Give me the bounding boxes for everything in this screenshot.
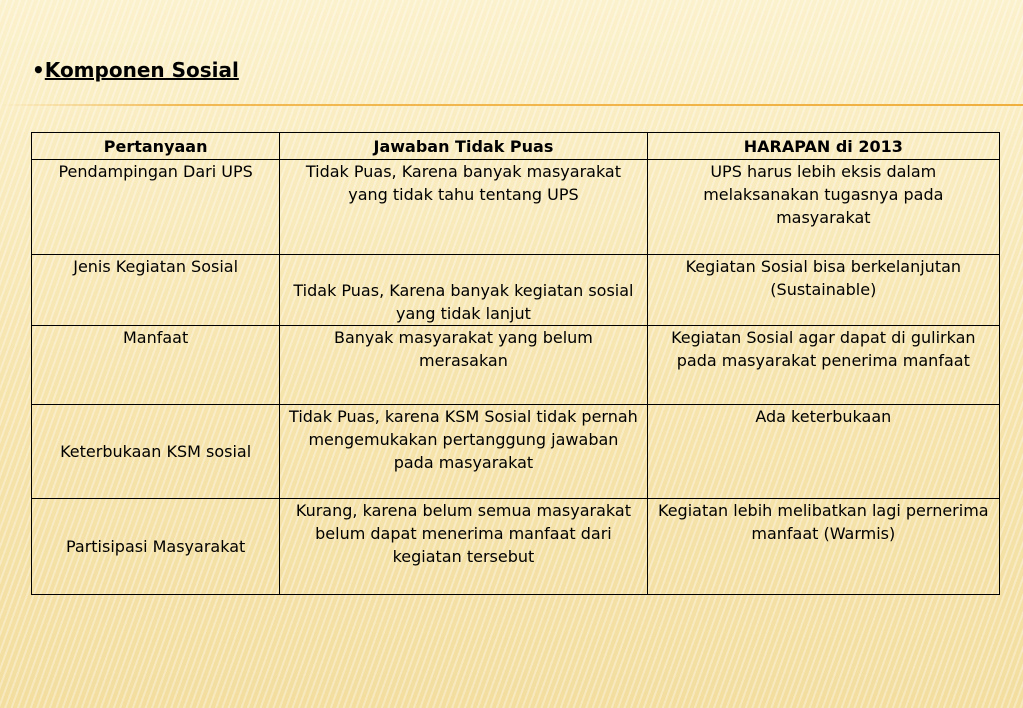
table-row [32,160,1000,255]
cell-pertanyaan: Pendampingan Dari UPS [32,160,280,255]
cell-harapan: UPS harus lebih eksis dalam melaksanakan tugasnya pada masyarakat [647,160,999,255]
header-pertanyaan: Pertanyaan [32,133,280,160]
survey-table [31,132,1000,595]
header-jawaban-tidak-puas: Jawaban Tidak Puas [280,133,647,160]
cell-harapan: Ada keterbukaan [647,405,999,499]
slide-title-text: Komponen Sosial [44,58,239,82]
cell-jawaban: Tidak Puas, Karena banyak masyarakat yang tidak tahu tentang UPS [280,160,647,255]
slide-title [32,58,239,82]
bullet-icon: • [32,58,45,82]
table-row [32,326,1000,405]
cell-harapan: Kegiatan Sosial agar dapat di gulirkan pada masyarakat penerima manfaat [647,326,999,405]
cell-pertanyaan: Jenis Kegiatan Sosial [32,255,280,326]
cell-jawaban: Banyak masyarakat yang belum merasakan [280,326,647,405]
title-divider [0,104,1023,106]
table-header-row [32,133,1000,160]
cell-harapan: Kegiatan Sosial bisa berkelanjutan (Sustainable) [647,255,999,326]
table-row [32,255,1000,326]
cell-harapan: Kegiatan lebih melibatkan lagi pernerima manfaat (Warmis) [647,499,999,595]
cell-jawaban: Tidak Puas, Karena banyak kegiatan sosial yang tidak lanjut [280,255,647,326]
table-row [32,499,1000,595]
cell-pertanyaan: Keterbukaan KSM sosial [32,405,280,499]
cell-jawaban: Kurang, karena belum semua masyarakat belum dapat menerima manfaat dari kegiatan tersebut [280,499,647,595]
cell-pertanyaan: Manfaat [32,326,280,405]
header-harapan: HARAPAN di 2013 [647,133,999,160]
cell-pertanyaan: Partisipasi Masyarakat [32,499,280,595]
table-row [32,405,1000,499]
cell-jawaban: Tidak Puas, karena KSM Sosial tidak pernah mengemukakan pertanggung jawaban pada masyarakat [280,405,647,499]
